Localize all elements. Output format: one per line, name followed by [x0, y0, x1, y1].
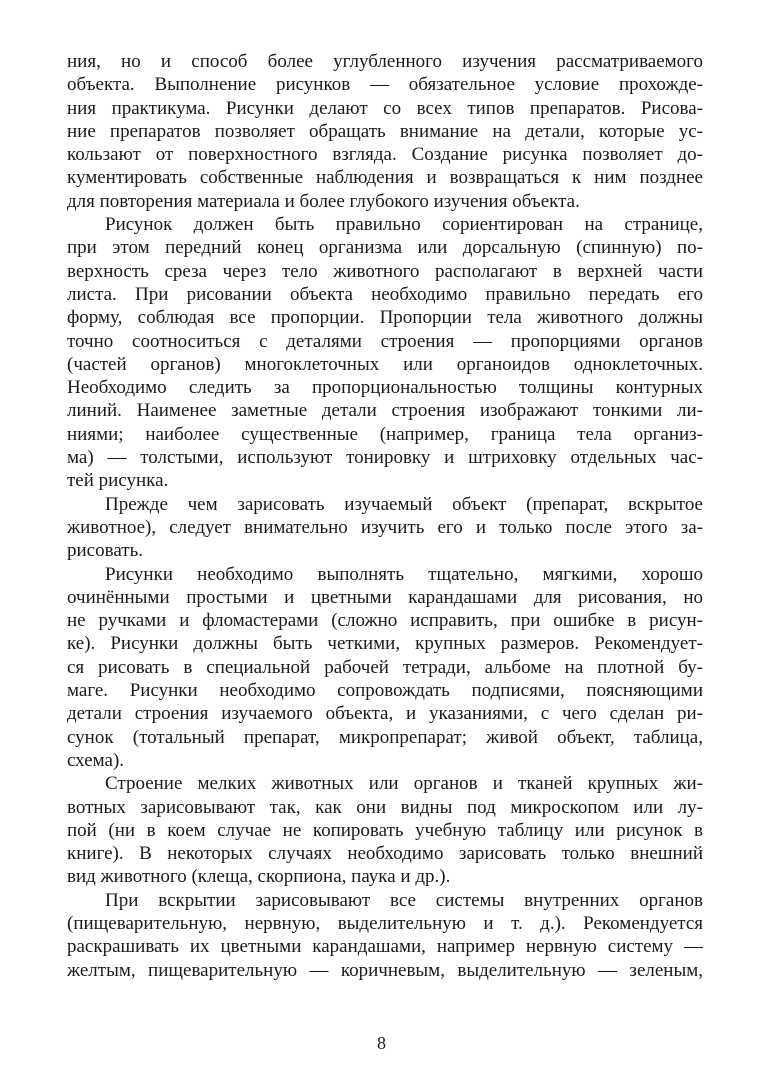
text-line: объекта. Выполнение рисунков — обязательное условие прохожде- [67, 74, 703, 96]
text-line: ке). Рисунки должны быть четкими, крупных размеров. Рекомендует- [67, 633, 703, 655]
text-line: желтым, пищеварительную — коричневым, выделительную — зеленым, [67, 959, 703, 981]
text-block [67, 50, 703, 982]
paragraph-orientation [67, 213, 703, 493]
text-line: (частей органов) многоклеточных или органоидов одноклеточных. [67, 353, 703, 375]
text-line: Прежде чем зарисовать изучаемый объект (препарат, вскрытое [105, 493, 703, 515]
text-line: вотных зарисовывают так, как они видны под микроскопом или лу- [67, 796, 703, 818]
text-line: раскрашивать их цветными карандашами, например нервную систему — [67, 936, 703, 958]
text-line: кользают от поверхностного взгляда. Создание рисунка позволяет до- [67, 144, 703, 166]
text-line: При вскрытии зарисовывают все системы внутренних органов [105, 889, 703, 911]
text-line: детали строения изучаемого объекта, и указаниями, с чего сделан ри- [67, 703, 703, 725]
text-line: при этом передний конец организма или дорсальную (спинную) по- [67, 237, 703, 259]
text-line: точно соотноситься с деталями строения — пропорциями органов [67, 330, 703, 352]
text-line: для повторения материала и более глубокого изучения объекта. [67, 190, 580, 212]
text-line: ния, но и способ более углубленного изучения рассматриваемого [67, 51, 703, 72]
paragraph-pencils [67, 563, 703, 773]
text-line: Рисунок должен быть правильно сориентирован на странице, [105, 214, 703, 236]
page-number: 8 [377, 1033, 386, 1053]
text-line: Необходимо следить за пропорциональностью толщины контурных [67, 377, 703, 399]
text-line: (пищеварительную, нервную, выделительную и т. д.). Рекомендуется [67, 912, 703, 934]
text-line: не ручками и фломастерами (сложно исправить, при ошибке в рисун- [67, 610, 703, 632]
text-line: ниями; наиболее существенные (например, граница тела организ- [67, 423, 703, 445]
paragraph-dissection [67, 889, 703, 982]
text-line: рисовать. [67, 540, 143, 562]
text-line: животное), следует внимательно изучить его и только после этого за- [67, 516, 703, 538]
paragraph-study-first [67, 493, 703, 563]
text-line: ния практикума. Рисунки делают со всех типов препаратов. Рисова- [67, 97, 703, 119]
paragraph-microscope-view [67, 772, 703, 888]
text-line: схема). [67, 749, 125, 771]
text-line: Строение мелких животных или органов и тканей крупных жи- [105, 773, 703, 795]
text-line: пой (ни в коем случае не копировать учебную таблицу или рисунок в [67, 819, 703, 841]
text-line: листа. При рисовании объекта необходимо правильно передать его [67, 283, 703, 305]
text-line: верхность среза через тело животного располагают в верхней части [67, 260, 703, 282]
text-line: ма) — толстыми, используют тонировку и штриховку отдельных час- [67, 447, 703, 469]
text-line: ние препаратов позволяет обращать внимание на детали, которые ус- [67, 120, 703, 142]
text-line: кументировать собственные наблюдения и возвращаться к ним позднее [67, 167, 703, 189]
text-line: линий. Наименее заметные детали строения изображают тонкими ли- [67, 400, 703, 422]
text-line: форму, соблюдая все пропорции. Пропорции тела животного должны [67, 307, 703, 329]
text-line: Рисунки необходимо выполнять тщательно, мягкими, хорошо [105, 563, 703, 585]
paragraph-continuation [67, 50, 703, 213]
text-line: сунок (тотальный препарат, микропрепарат; живой объект, таблица, [67, 726, 703, 748]
text-line: маге. Рисунки необходимо сопровождать подписями, поясняющими [67, 680, 703, 702]
text-line: вид животного (клеща, скорпиона, паука и др.). [67, 866, 451, 888]
text-line: тей рисунка. [67, 470, 169, 492]
text-line: книге). В некоторых случаях необходимо зарисовать только внешний [67, 843, 703, 865]
text-line: очинёнными простыми и цветными карандашами для рисования, но [67, 586, 703, 608]
text-line: ся рисовать в специальной рабочей тетради, альбоме на плотной бу- [67, 656, 703, 678]
